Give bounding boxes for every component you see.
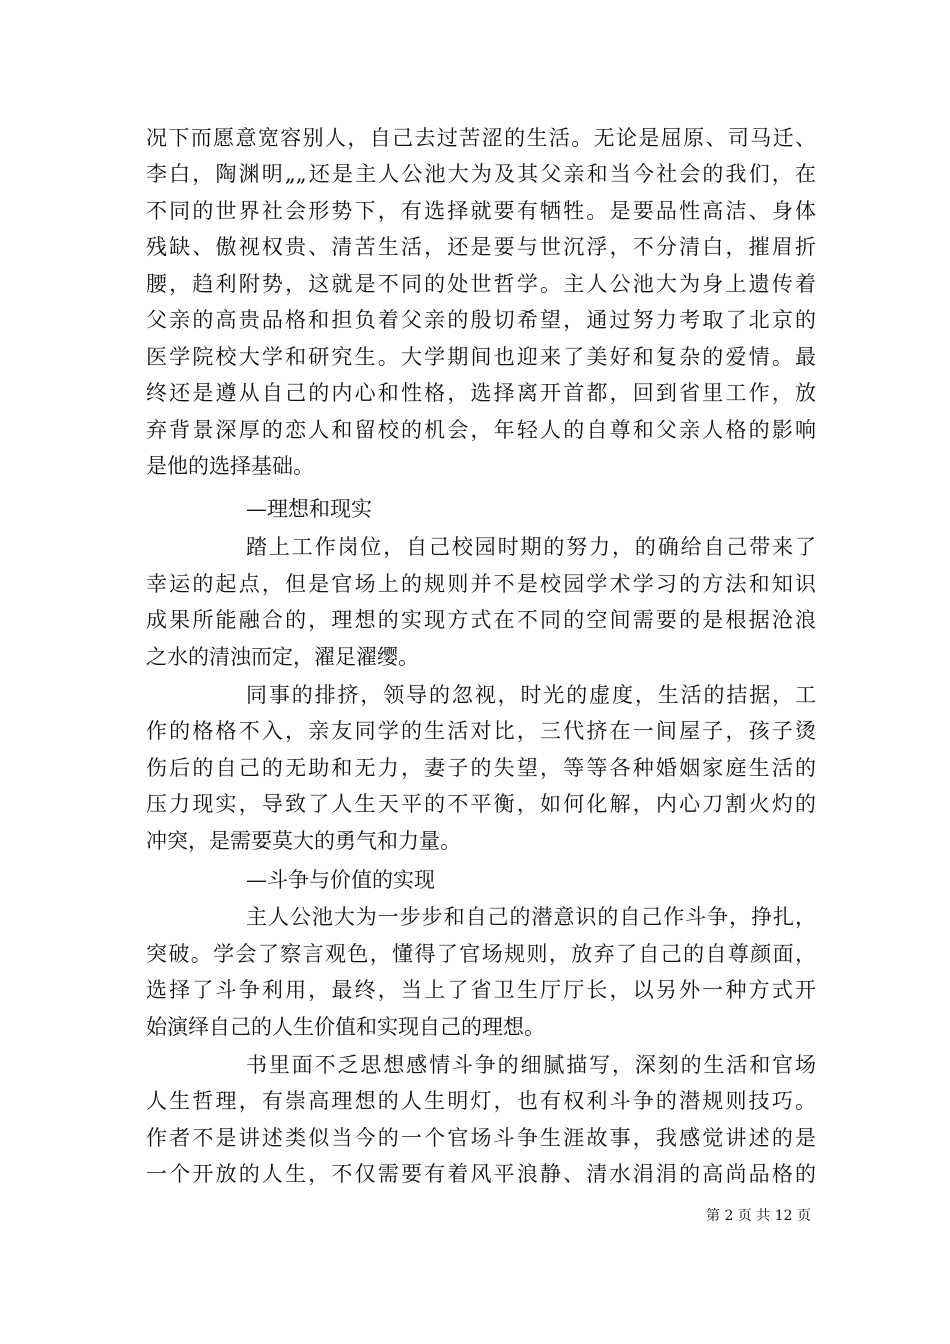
text-line: 残缺、傲视权贵、清苦生活，还是要与世沉浮，不分清白，摧眉折 (146, 235, 816, 259)
text-line: 李白，陶渊明„„还是主人公池大为及其父亲和当今社会的我们，在 (146, 162, 816, 186)
text-line: 主人公池大为一步步和自己的潜意识的自己作斗争，挣扎， (246, 905, 816, 929)
text-line: 终还是遵从自己的内心和性格，选择离开首都，回到省里工作，放 (146, 381, 816, 405)
text-line: 作的格格不入，亲友同学的生活对比，三代挤在一间屋子，孩子烫 (146, 719, 816, 743)
text-line: 腰，趋利附势，这就是不同的处世哲学。主人公池大为身上遗传着 (146, 272, 816, 296)
text-line: 突破。学会了察言观色，懂得了官场规则，放弃了自己的自尊颜面， (146, 942, 816, 966)
text-line: 伤后的自己的无助和无力，妻子的失望，等等各种婚姻家庭生活的 (146, 756, 816, 780)
text-line: 选择了斗争利用，最终，当上了省卫生厅厅长，以另外一种方式开 (146, 978, 816, 1002)
section-heading: —斗争与价值的实现 (246, 868, 435, 892)
text-line: 况下而愿意宽容别人，自己去过苦涩的生活。无论是屈原、司马迁、 (146, 126, 816, 150)
text-line: 幸运的起点，但是官场上的规则并不是校园学术学习的方法和知识 (146, 572, 816, 596)
text-line: 冲突，是需要莫大的勇气和力量。 (146, 829, 461, 853)
text-line: 不同的世界社会形势下，有选择就要有牺牲。是要品性高洁、身体 (146, 199, 816, 223)
page-number: 第 2 页 共 12 页 (706, 1208, 811, 1224)
text-line: 父亲的高贵品格和担负着父亲的殷切希望，通过努力考取了北京的 (146, 308, 816, 332)
text-line: 医学院校大学和研究生。大学期间也迎来了美好和复杂的爱情。最 (146, 345, 816, 369)
text-line: 书里面不乏思想感情斗争的细腻描写，深刻的生活和官场 (246, 1053, 816, 1077)
text-line: 之水的清浊而定，濯足濯缨。 (146, 645, 419, 669)
text-line: 成果所能融合的，理想的实现方式在不同的空间需要的是根据沧浪 (146, 608, 816, 632)
text-line: 同事的排挤，领导的忽视，时光的虚度，生活的拮据，工 (246, 683, 816, 707)
text-line: 人生哲理，有崇高理想的人生明灯，也有权利斗争的潜规则技巧。 (146, 1089, 816, 1113)
text-line: 踏上工作岗位，自己校园时期的努力，的确给自己带来了 (246, 535, 816, 559)
text-line: 压力现实，导致了人生天平的不平衡，如何化解，内心刀割火灼的 (146, 792, 816, 816)
text-line: 弃背景深厚的恋人和留校的机会，年轻人的自尊和父亲人格的影响 (146, 418, 816, 442)
text-line: 作者不是讲述类似当今的一个官场斗争生涯故事，我感觉讲述的是 (146, 1126, 816, 1150)
text-line: 一个开放的人生，不仅需要有着风平浪静、清水涓涓的高尚品格的 (146, 1162, 816, 1186)
section-heading: —理想和现实 (246, 497, 372, 521)
text-line: 始演绎自己的人生价值和实现自己的理想。 (146, 1015, 545, 1039)
text-line: 是他的选择基础。 (146, 454, 314, 478)
